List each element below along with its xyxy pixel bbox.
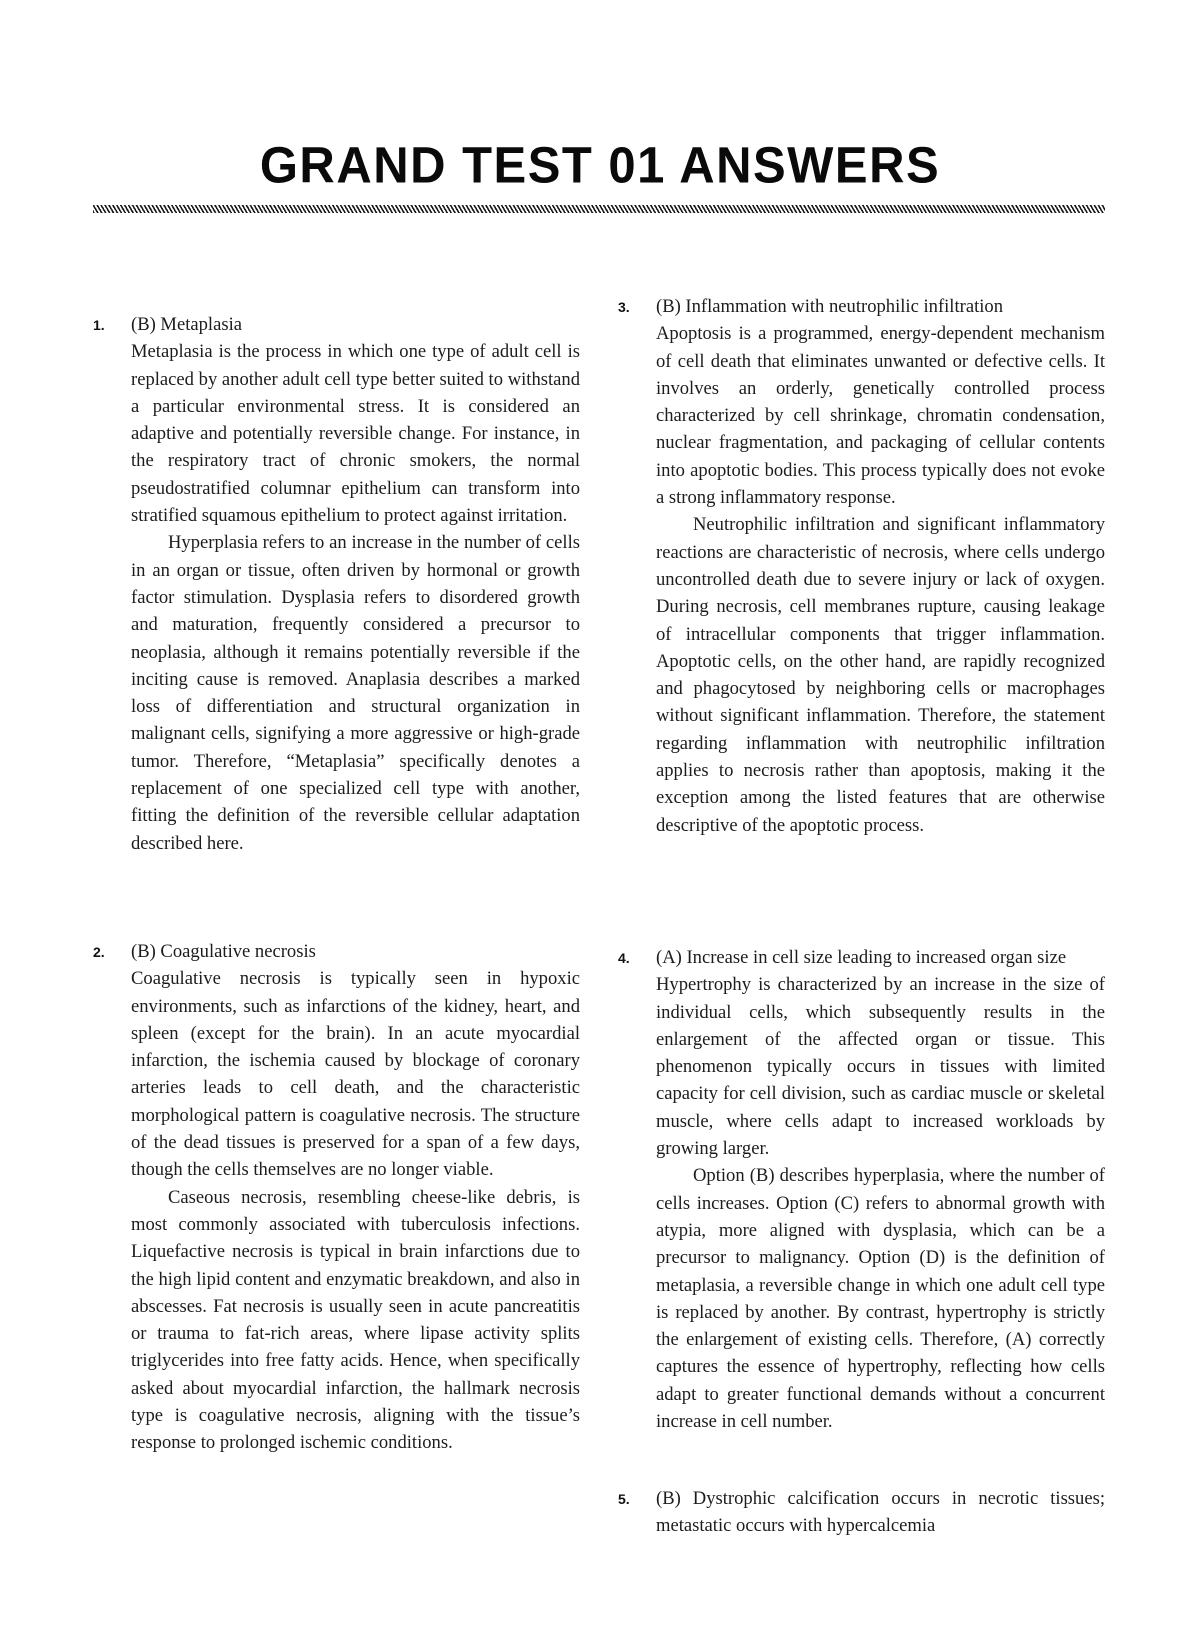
answer-choice: (B) Metaplasia — [131, 314, 243, 335]
explanation-paragraph: Option (B) describes hyperplasia, where the number of cells increases. Option (C) refers to abnormal growth with atypia, more aligned with dysplasia, which can be a precursor to malignancy. Option (D) is the definition of metaplasia, a reversible change in which one adult cell type is replaced by another. By contrast, hypertrophy is strictly the enlargement of existing cells. Therefore, (A) correctly captures the essence of hypertrophy, reflecting how cells adapt to greater functional demands without a concurrent increase in cell number. — [656, 1165, 1105, 1433]
answer-choice: (A) Increase in cell size leading to increased organ size — [656, 947, 1067, 968]
explanation-paragraph: Caseous necrosis, resembling cheese-like debris, is most commonly associated with tuberculosis infections. Liquefactive necrosis is typical in brain infarctions due to the high lipid content and enzymatic breakdown, and also in abscesses. Fat necrosis is usually seen in acute pancreatitis or trauma to fat-rich areas, where lipase activity splits triglycerides into free fatty acids. Hence, when specifically asked about myocardial infarction, the hallmark necrosis type is coagulative necrosis, aligning with the tissue’s response to prolonged ischemic conditions. — [131, 1186, 580, 1454]
explanation-paragraph: Metaplasia is the process in which one type of adult cell is replaced by another adult cell type better suited to withstand a particular environmental stress. It is considered an adaptive and potentially reversible change. For instance, in the respiratory tract of chronic smokers, the normal pseudostratified columnar epithelium can transform into stratified squamous epithelium to protect against irritation. — [131, 341, 580, 527]
explanation-paragraph: Apoptosis is a programmed, energy-dependent mechanism of cell death that eliminates unwanted or defective cells. It involves an orderly, genetically controlled process characterized by cell shrinkage, chromatin condensation, nuclear fragmentation, and packaging of cellular contents into apoptotic bodies. This process typically does not evoke a strong inflammatory response. — [656, 323, 1105, 509]
answer-number: 4. — [618, 950, 630, 966]
explanation-paragraph: Hyperplasia refers to an increase in the number of cells in an organ or tissue, often driven by hormonal or growth factor stimulation. Dysplasia refers to disordered growth and maturation, frequently considered a precursor to neoplasia, although it remains potentially reversible if the inciting cause is removed. Anaplasia describes a marked loss of differentiation and structural organization in malignant cells, signifying a more aggressive or high-grade tumor. Therefore, “Metaplasia” specifically denotes a replacement of one specialized cell type with another, fitting the definition of the reversible cellular adaptation described here. — [131, 532, 580, 854]
explanation-paragraph: Hypertrophy is characterized by an increase in the size of individual cells, which subsequently results in the enlargement of the affected organ or tissue. This phenomenon typically occurs in tissues with limited capacity for cell division, such as cardiac muscle or skeletal muscle, where cells adapt to increased workloads by growing larger. — [656, 974, 1105, 1160]
hatched-divider — [93, 205, 1105, 213]
answer-number: 3. — [618, 299, 630, 315]
answer-number: 2. — [93, 944, 105, 960]
answer-number: 5. — [618, 1491, 630, 1507]
answer-choice: (B) Dystrophic calcification occurs in necrotic tissues; metastatic occurs with hypercalcemia — [656, 1488, 1105, 1537]
explanation-paragraph: Neutrophilic infiltration and significant inflammatory reactions are characteristic of necrosis, where cells undergo uncontrolled death due to severe injury or lack of oxygen. During necrosis, cell membranes rupture, causing leakage of intracellular components that trigger inflammation. Apoptotic cells, on the other hand, are rapidly recognized and phagocytosed by neighboring cells or macrophages without significant inflammation. Therefore, the statement regarding inflammation with neutrophilic infiltration applies to necrosis rather than apoptosis, making it the exception among the listed features that are otherwise descriptive of the apoptotic process. — [656, 514, 1105, 836]
answer-choice: (B) Coagulative necrosis — [131, 941, 316, 962]
page-title: GRAND TEST 01 ANSWERS — [259, 137, 941, 195]
answer-choice: (B) Inflammation with neutrophilic infiltration — [656, 296, 1004, 317]
explanation-paragraph: Coagulative necrosis is typically seen in hypoxic environments, such as infarctions of the kidney, heart, and spleen (except for the brain). In an acute myocardial infarction, the ischemia caused by blockage of coronary arteries leads to cell death, and the characteristic morphological pattern is coagulative necrosis. The structure of the dead tissues is preserved for a span of a few days, though the cells themselves are no longer viable. — [131, 968, 580, 1181]
answer-number: 1. — [93, 317, 105, 333]
